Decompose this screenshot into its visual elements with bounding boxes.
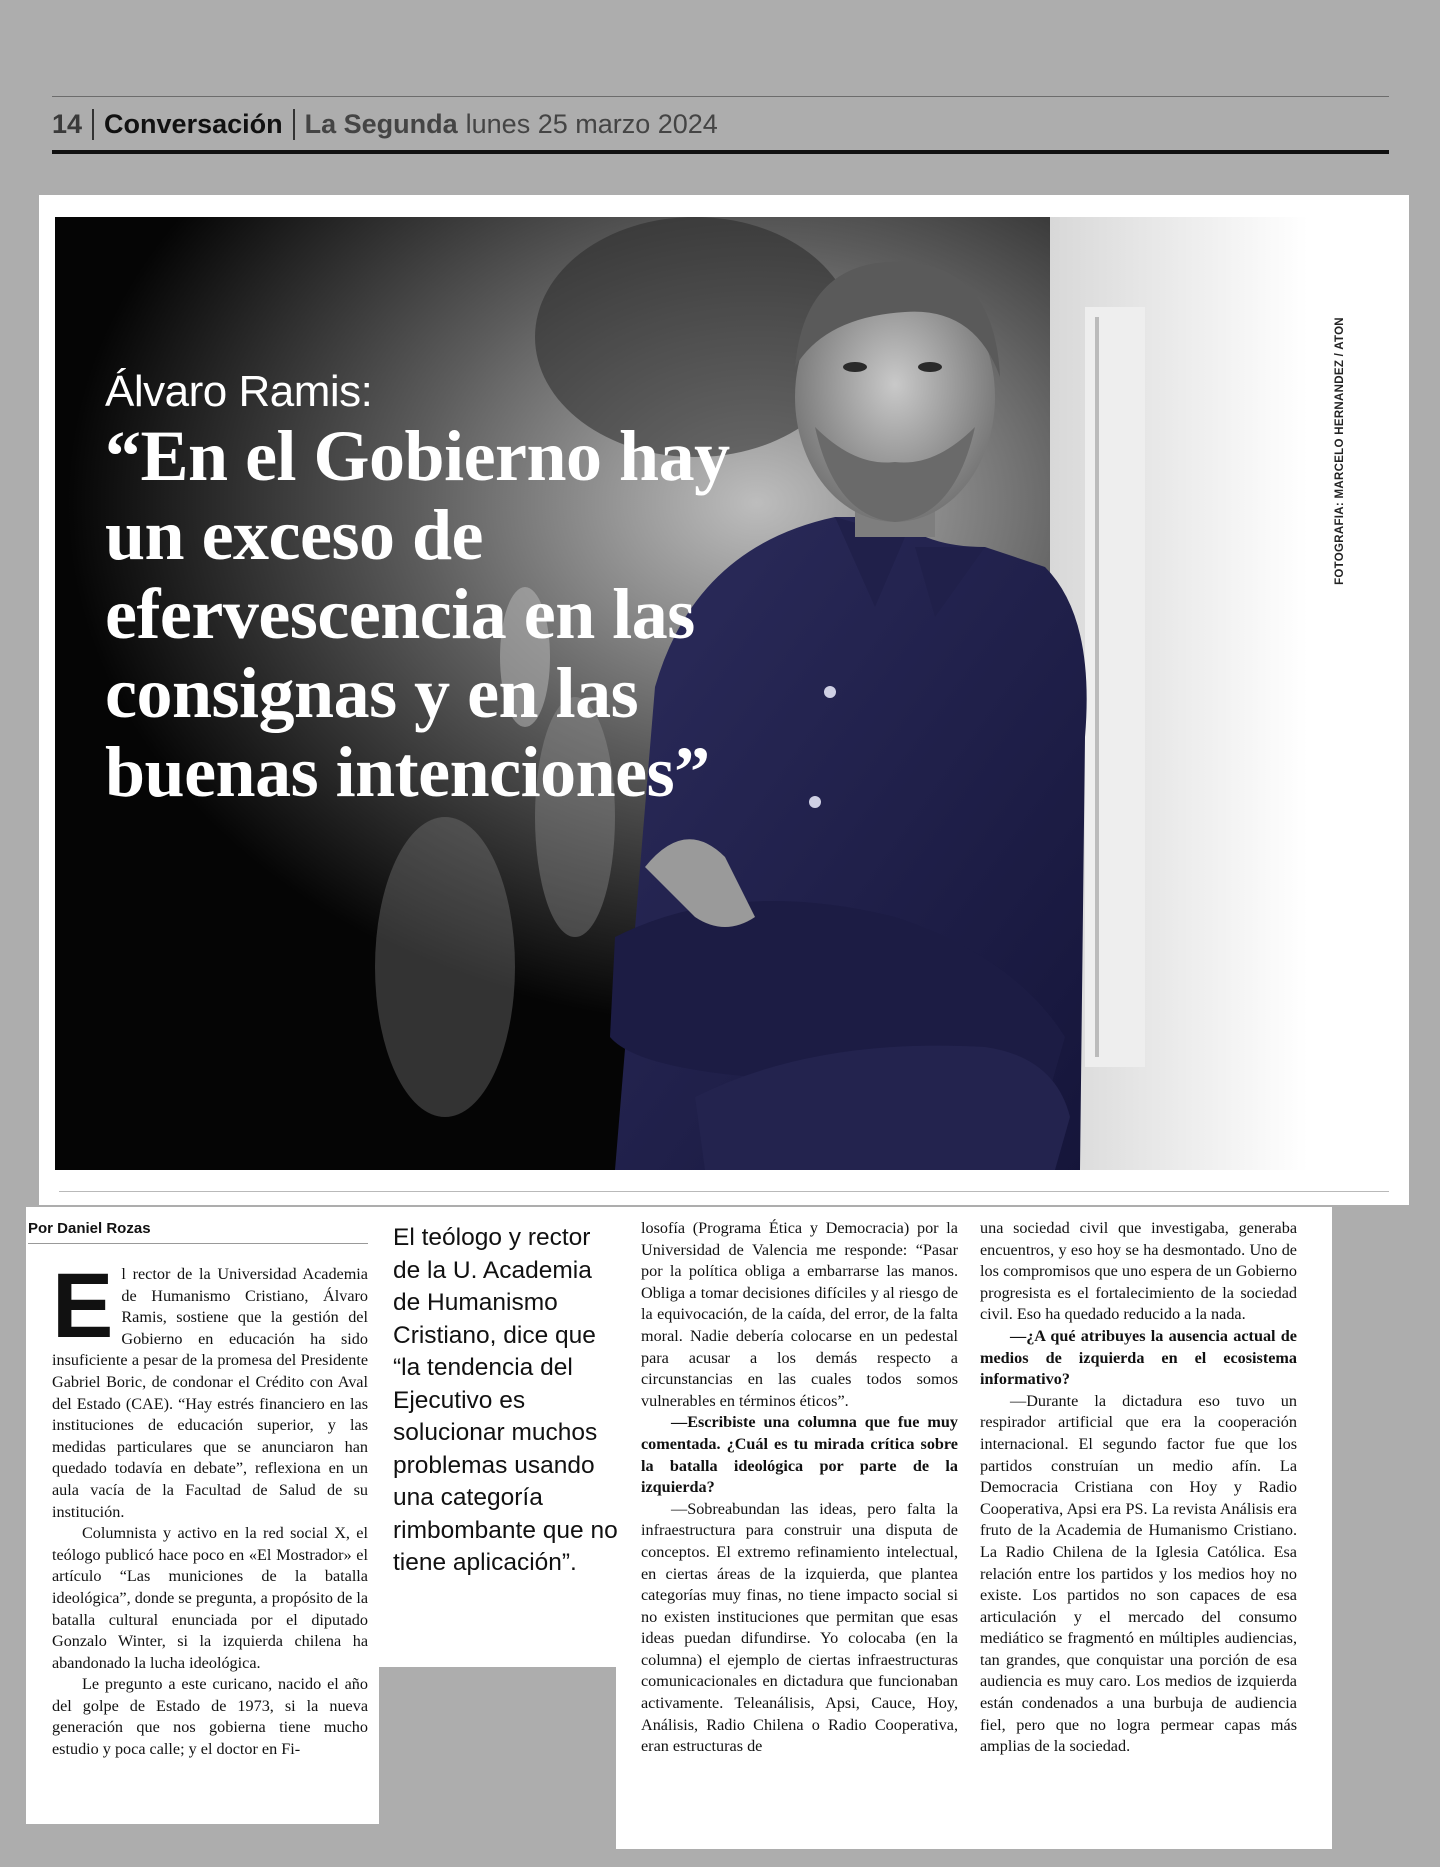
masthead [52, 96, 1389, 156]
masthead-top-rule [52, 96, 1389, 97]
interview-question: —Escribiste una columna que fue muy comentada. ¿Cuál es tu mirada crítica sobre la batalla ideológica por parte de la izquierda? [641, 1413, 958, 1497]
paragraph: losofía (Programa Ética y Democracia) por la Universidad de Valencia me responde: “Pasar por la política obliga a embarrarse las manos. Obliga a tomar decisiones difíciles y al riesgo de la equivocación, de la caída, del error, de la falta moral. Nadie debería colocarse en un pedestal para acusar a los demás respecto a circunstancias en las cuales todos somos vulnerables en términos éticos”. [641, 1219, 958, 1410]
byline: Por Daniel Rozas [28, 1220, 368, 1244]
masthead-row [52, 104, 718, 144]
photo-card [39, 195, 1409, 1205]
article-column-2 [641, 1218, 958, 1758]
interview-answer: —Sobreabundan las ideas, pero falta la infraestructura para construir una disputa de conceptos. El extremo refinamiento intelectual, en ciertas áreas de la izquierda, que plantea categorías muy finas, no tiene impacto social si no existen instituciones que permitan que esas ideas puedan difundirse. Yo colocaba (en la columna) el ejemplo de ciertas infraestructuras comunicacionales en dictadura que funcionaban activamente. Teleanálisis, Apsi, Cauce, Hoy, Análisis, Radio Chilena o Radio Cooperativa, eran estructuras de [641, 1499, 958, 1756]
portrait-photo [55, 217, 1308, 1170]
issue-date: lunes 25 marzo 2024 [465, 108, 718, 139]
paragraph: una sociedad civil que investigaba, generaba encuentros, y eso hoy se ha desmontado. Uno de los compromisos que uno espera de un Gobierno progresista es el fortalecimiento de la sociedad civil. Eso ha quedado reducido a la nada. [980, 1219, 1297, 1324]
lead-text: l rector de la Universidad Academia de Humanismo Cristiano, Álvaro Ramis, sostiene que la gestión del Gobierno en educación ha sido insuficiente a pesar de la promesa del Presidente Gabriel Boric, de condonar el Crédito con Aval del Estado (CAE). “Hay estrés financiero en las instituciones de educación superior, y las medidas particulares que se anunciaron han quedado todavía en debate”, reflexiona en un aula vacía de la Facultad de Salud de su institución. [52, 1265, 368, 1521]
photo-credit-text: FOTOGRAFIA: MARCELO HERNANDEZ / ATON [1334, 317, 1346, 585]
paragraph: Columnista y activo en la red social X, el teólogo publicó hace poco en «El Mostrador» el artículo “Las municiones de la batalla ideológica”, donde se pregunta, a propósito de la batalla cultural enunciada por el diputado Gonzalo Winter, si la izquierda chilena ha abandonado la lucha ideológica. [52, 1524, 369, 1672]
card-divider [59, 1191, 1389, 1192]
masthead-bottom-rule [52, 150, 1389, 154]
headline-kicker: Álvaro Ramis: [105, 367, 373, 416]
page-number: 14 [52, 108, 83, 139]
newspaper-name: La Segunda [293, 109, 466, 140]
paragraph: Le pregunto a este curicano, nacido el año del golpe de Estado de 1973, si la nueva generación que nos gobierna tiene mucho estudio y poca calle; y el doctor en Fi- [52, 1675, 368, 1759]
pull-quote: El teólogo y rector de la U. Academia de Humanismo Cristiano, dice que “la tendencia del Ejecutivo es solucionar muchos problemas usando una categoría rimbombante que no tiene aplicación”. [393, 1224, 618, 1576]
headline-title: “En el Gobierno hay un exceso de efervescencia en las consignas y en las buenas intenciones” [105, 416, 730, 812]
section-name: Conversación [92, 109, 293, 140]
paragraph-lead [52, 1255, 368, 1523]
interview-answer: —Durante la dictadura eso tuvo un respirador artificial que era la cooperación internacional. El segundo factor fue que los partidos construían un medio afín. La Democracia Cristiana con Hoy y Radio Cooperativa, Apsi era PS. La revista Análisis era fruto de la Academia de Humanismo Cristiano. La Radio Chilena de la Iglesia Católica. Esa relación entre los partidos y los medios hoy no existe. Los partidos no son capaces de esa articulación y el mercado del consumo mediático se fragmentó en múltiples audiencias, tan grandes, que conquistar una porción de esa audiencia es muy caro. Los medios de izquierda están condenados a una burbuja de audiencia fiel, pero que no logra permear capas más amplias de la sociedad. [980, 1391, 1297, 1756]
interview-question: —¿A qué atribuyes la ausencia actual de medios de izquierda en el ecosistema informativo? [980, 1326, 1297, 1389]
article-column-3 [980, 1218, 1297, 1758]
photo-credit [1325, 221, 1355, 681]
article-column-1 [52, 1255, 369, 1761]
drop-cap: E [52, 1255, 114, 1357]
